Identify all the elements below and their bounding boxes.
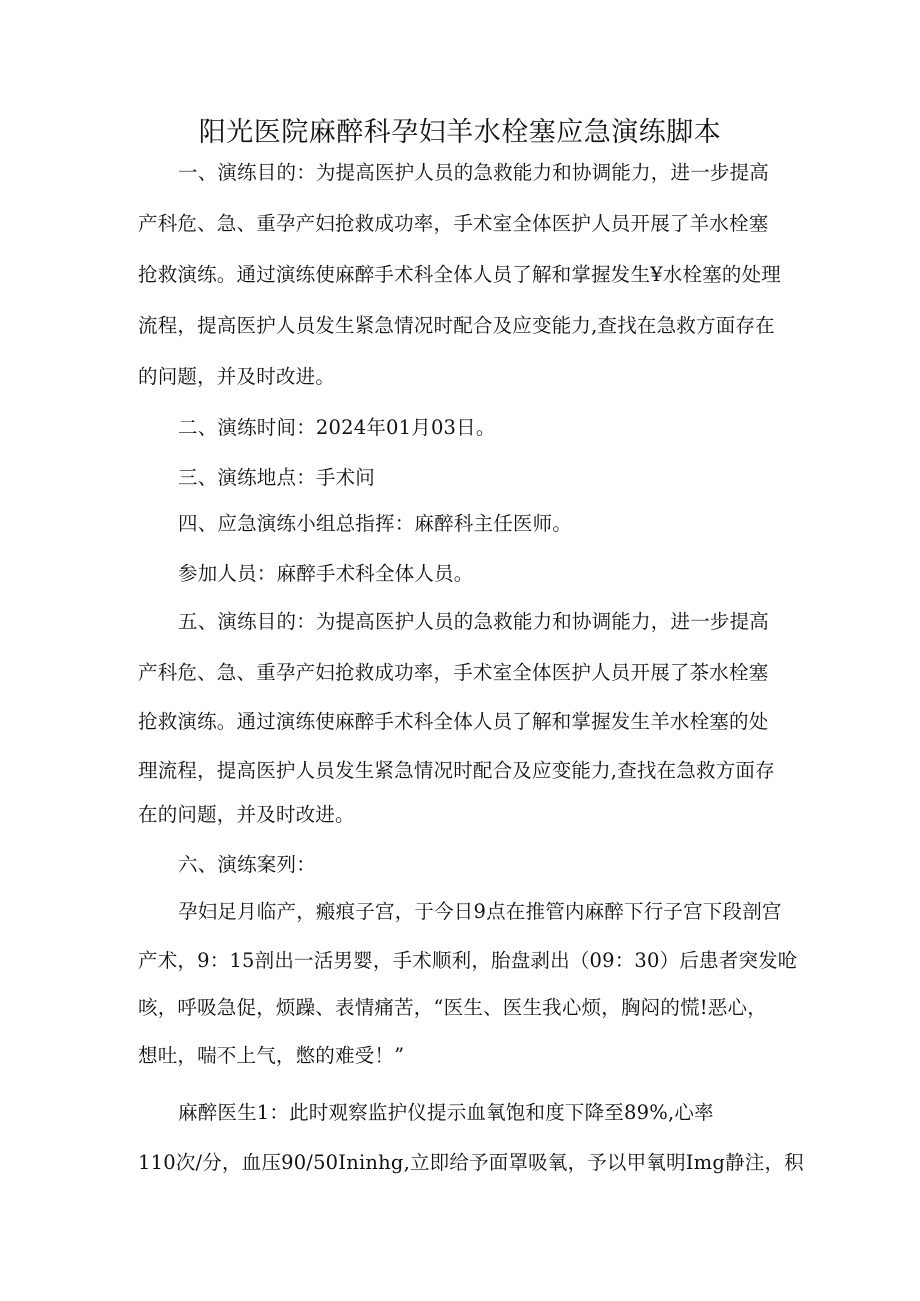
paragraph-1-line-3: 抢救演练。通过演练使麻醉手术科全体人员了解和掌握发生¥水栓塞的处理: [138, 263, 782, 286]
document-title: 阳光医院麻醉科孕妇羊水栓塞应急演练脚本: [198, 117, 722, 148]
case-line-2: 产术，9：15剖出一活男婴，手术顺利，胎盘剥出（09：30）后患者突发呛: [138, 949, 798, 972]
case-line-1: 孕妇足月临产，瘢痕子宫，于今日9点在推管内麻醉下行子宫下段剖宫: [178, 900, 782, 923]
case-heading: 六、演练案列：: [178, 853, 316, 876]
paragraph-5-line-3: 抢救演练。通过演练使麻醉手术科全体人员了解和掌握发生羊水栓塞的处: [138, 710, 769, 733]
anesthesiologist-line-2: 110次/分，血压90/50Ininhg,立即给予面罩吸氧，予以甲氧明Img静注，积: [138, 1151, 804, 1174]
anesthesiologist-line-1: 麻醉医生1：此时观察监护仪提示血氧饱和度下降至89%,心率: [178, 1101, 714, 1124]
case-line-3: 咳，呼吸急促，烦躁、表情痛苦，“医生、医生我心烦，胸闷的慌!恶心，: [138, 996, 767, 1019]
paragraph-5-line-2: 产科危、急、重孕产妇抢救成功率，手术室全体医护人员开展了茶水栓塞: [138, 661, 769, 684]
paragraph-1-line-4: 流程，提高医护人员发生紧急情况时配合及应变能力,查找在急救方面存在: [138, 314, 775, 337]
paragraph-1-line-5: 的问题，并及时改进。: [138, 365, 336, 388]
case-line-4: 想吐，喘不上气，憋的难受！”: [138, 1044, 405, 1067]
paragraph-1-line-2: 产科危、急、重孕产妇抢救成功率，手术室全体医护人员开展了羊水栓塞: [138, 212, 769, 235]
drill-location: 三、演练地点：手术问: [178, 466, 376, 489]
drill-participants: 参加人员：麻醉手术科全体人员。: [178, 562, 474, 585]
paragraph-5-line-1: 五、演练目的：为提高医护人员的急救能力和协调能力，进一步提高: [178, 610, 770, 633]
drill-time: 二、演练时间：2024年01月03日。: [178, 416, 496, 439]
paragraph-5-line-5: 在的问题，并及时改进。: [138, 803, 355, 826]
paragraph-1-line-1: 一、演练目的：为提高医护人员的急救能力和协调能力，进一步提高: [178, 161, 770, 184]
drill-commander: 四、应急演练小组总指挥：麻醉科主任医师。: [178, 512, 573, 535]
paragraph-5-line-4: 理流程，提高医护人员发生紧急情况时配合及应变能力,查找在急救方面存: [138, 759, 775, 782]
